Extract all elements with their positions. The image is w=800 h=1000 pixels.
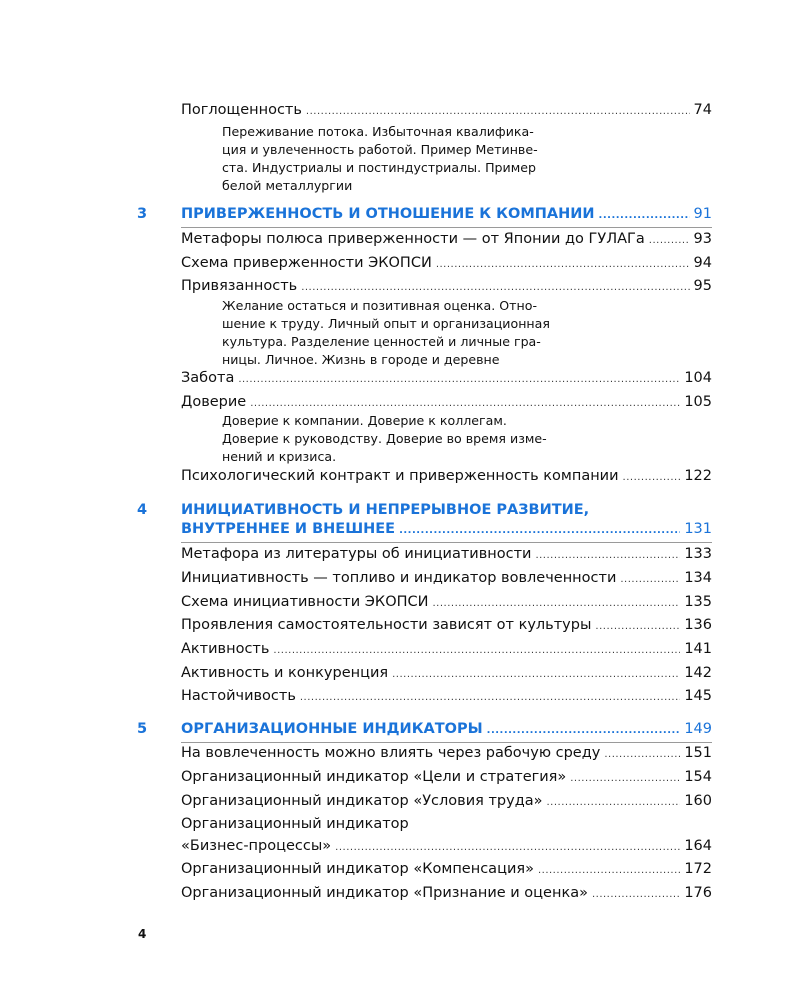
toc-entry-proyavleniya[interactable] (181, 614, 712, 638)
dot-leader (433, 593, 681, 615)
dot-leader (392, 664, 680, 686)
entry-page: 133 (684, 546, 712, 562)
toc-entry-iniciativnost[interactable] (181, 567, 712, 591)
toc-entry-biznes[interactable] (181, 835, 712, 859)
dot-leader (599, 205, 690, 227)
entry-title: Доверие (181, 394, 247, 410)
toc-entry-aktivnost-konkurenciya[interactable] (181, 662, 712, 686)
description-line: ция и увлеченность работой. Пример Метинве- (222, 142, 538, 157)
chapter-title: ОРГАНИЗАЦИОННЫЕ ИНДИКАТОРЫ (181, 721, 483, 737)
toc-entry-kompensaciya[interactable] (181, 858, 712, 882)
entry-title: Забота (181, 370, 235, 386)
dot-leader (300, 687, 680, 709)
entry-page: 135 (684, 594, 712, 610)
entry-title: Психологический контракт и приверженность компании (181, 468, 619, 484)
entry-title: Организационный индикатор «Признание и оценка» (181, 885, 588, 901)
toc-entry-vliyat[interactable] (181, 742, 712, 766)
entry-title: Организационный индикатор «Цели и стратегия» (181, 769, 567, 785)
entry-page: 104 (684, 370, 712, 386)
toc-entry-celi[interactable] (181, 766, 712, 790)
dot-leader (399, 520, 680, 542)
toc-entry-privyazannost[interactable] (181, 275, 712, 299)
toc-entry-schema-iniciativnosti[interactable] (181, 591, 712, 615)
chapter-title: ПРИВЕРЖЕННОСТЬ И ОТНОШЕНИЕ К КОМПАНИИ (181, 206, 595, 222)
chapter-number: 3 (137, 206, 148, 222)
entry-title: Проявления самостоятельности зависят от культуры (181, 617, 592, 633)
dot-leader (592, 884, 680, 906)
dot-leader (649, 230, 690, 252)
entry-title: Инициативность — топливо и индикатор вовлеченности (181, 570, 617, 586)
entry-title: Настойчивость (181, 688, 296, 704)
toc-entry-psych-contract[interactable] (181, 465, 712, 489)
toc-entry-pogloshchennost[interactable] (181, 99, 712, 123)
entry-title: Привязанность (181, 278, 298, 294)
entry-title: Активность и конкуренция (181, 665, 389, 681)
entry-page: 136 (684, 617, 712, 633)
description-line: Доверие к руководству. Доверие во время изме- (222, 431, 547, 446)
description-line: белой металлургии (222, 178, 353, 193)
description-line: культура. Разделение ценностей и личные гра- (222, 334, 541, 349)
entry-page: 142 (684, 665, 712, 681)
chapter-number: 5 (137, 721, 148, 737)
toc-entry-metafora-lit[interactable] (181, 543, 712, 567)
entry-title: Метафора из литературы об инициативности (181, 546, 532, 562)
toc-entry-metafory[interactable] (181, 228, 712, 252)
dot-leader (273, 640, 680, 662)
entry-page: 145 (684, 688, 712, 704)
chapter-page: 91 (693, 206, 712, 222)
entry-title: Организационный индикатор «Компенсация» (181, 861, 534, 877)
dot-leader (436, 254, 690, 276)
entry-title-line1[interactable]: Организационный индикатор (181, 816, 409, 832)
toc-chapter-4[interactable] (181, 518, 712, 542)
entry-page: 94 (693, 255, 712, 271)
dot-leader (535, 545, 680, 567)
toc-chapter-3[interactable] (181, 203, 712, 227)
entry-page: 93 (693, 231, 712, 247)
toc-entry-nastoychivost[interactable] (181, 685, 712, 709)
entry-description (222, 297, 602, 369)
entry-page: 154 (684, 769, 712, 785)
entry-page: 95 (693, 278, 712, 294)
entry-title: Схема приверженности ЭКОПСИ (181, 255, 432, 271)
toc-entry-priznanie[interactable] (181, 882, 712, 906)
entry-page: 105 (684, 394, 712, 410)
description-line: нений и кризиса. (222, 449, 337, 464)
entry-page: 141 (684, 641, 712, 657)
entry-title: Активность (181, 641, 270, 657)
description-line: ницы. Личное. Жизнь в городе и деревне (222, 352, 500, 367)
entry-title: На вовлеченность можно влиять через рабочую среду (181, 745, 601, 761)
entry-page: 172 (684, 861, 712, 877)
entry-page: 134 (684, 570, 712, 586)
dot-leader (238, 369, 680, 391)
entry-page: 176 (684, 885, 712, 901)
dot-leader (547, 792, 681, 814)
dot-leader (335, 837, 680, 859)
chapter-title-line2: ВНУТРЕННЕЕ И ВНЕШНЕЕ (181, 521, 396, 537)
entry-description (222, 123, 602, 195)
toc-entry-usloviya[interactable] (181, 790, 712, 814)
chapter-page: 131 (684, 521, 712, 537)
dot-leader (487, 720, 681, 742)
entry-title: Поглощенность (181, 102, 302, 118)
page-number: 4 (138, 927, 147, 941)
dot-leader (306, 101, 690, 123)
dot-leader (623, 467, 681, 489)
description-line: Доверие к компании. Доверие к коллегам. (222, 413, 507, 428)
chapter-page: 149 (684, 721, 712, 737)
dot-leader (538, 860, 680, 882)
description-line: ста. Индустриалы и постиндустриалы. Пример (222, 160, 536, 175)
entry-page: 151 (684, 745, 712, 761)
entry-page: 160 (684, 793, 712, 809)
entry-title: Схема инициативности ЭКОПСИ (181, 594, 429, 610)
entry-title: Организационный индикатор «Условия труда» (181, 793, 543, 809)
toc-entry-schema-privyazannosti[interactable] (181, 252, 712, 276)
toc-entry-zabota[interactable] (181, 367, 712, 391)
dot-leader (595, 616, 680, 638)
entry-title-line2: «Бизнес-процессы» (181, 838, 332, 854)
entry-description (222, 412, 602, 466)
toc-chapter-5[interactable] (181, 718, 712, 742)
dot-leader (570, 768, 680, 790)
description-line: Желание остаться и позитивная оценка. Отно- (222, 298, 537, 313)
description-line: Переживание потока. Избыточная квалифика- (222, 124, 534, 139)
description-line: шение к труду. Личный опыт и организационная (222, 316, 550, 331)
toc-entry-aktivnost[interactable] (181, 638, 712, 662)
entry-page: 164 (684, 838, 712, 854)
chapter-number: 4 (137, 502, 148, 518)
entry-page: 122 (684, 468, 712, 484)
chapter-title-line1[interactable]: ИНИЦИАТИВНОСТЬ И НЕПРЕРЫВНОЕ РАЗВИТИЕ, (181, 502, 590, 518)
entry-page: 74 (693, 102, 712, 118)
entry-title: Метафоры полюса приверженности — от Японии до ГУЛАГа (181, 231, 645, 247)
dot-leader (620, 569, 680, 591)
dot-leader (604, 744, 680, 766)
dot-leader (301, 277, 689, 299)
